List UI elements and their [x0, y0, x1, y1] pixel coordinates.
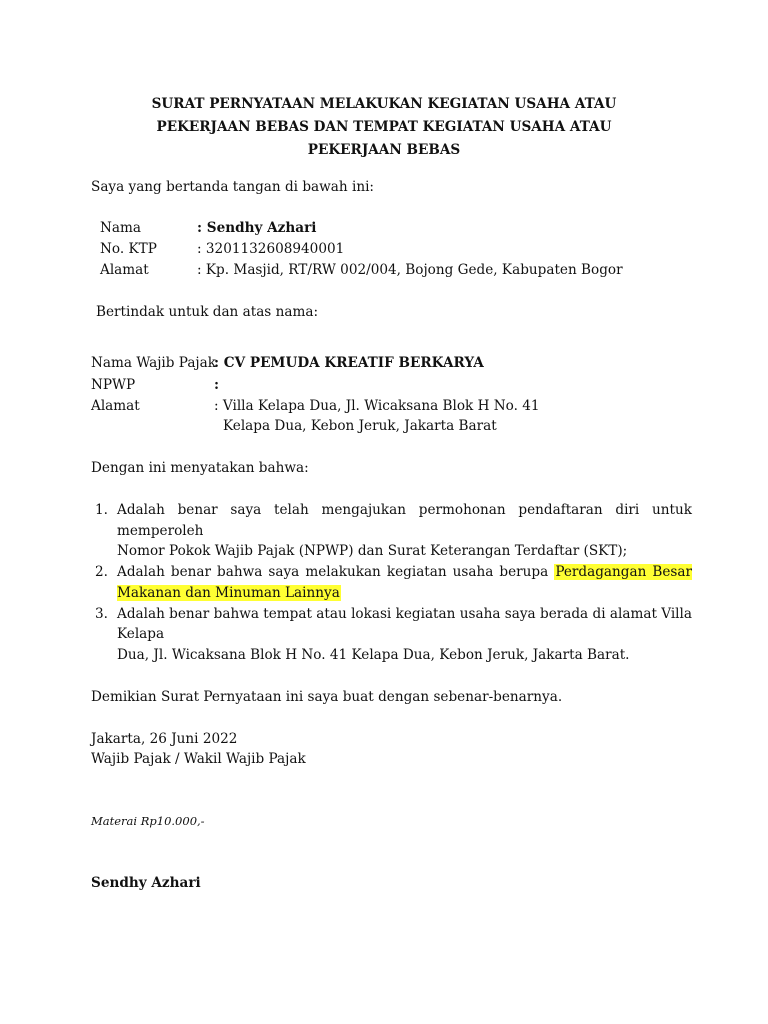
- taxpayer-address-line-2: Kelapa Dua, Kebon Jeruk, Jakarta Barat: [223, 418, 497, 434]
- name-value: : Sendhy Azhari: [197, 220, 317, 236]
- highlighted-business-type: Perdagangan Besar Makanan dan Minuman Lainnya: [117, 564, 692, 601]
- signer-role: Wajib Pajak / Wakil Wajib Pajak: [91, 751, 306, 767]
- place-date: Jakarta, 26 Juni 2022: [91, 731, 238, 747]
- taxpayer-address-line-1: : Villa Kelapa Dua, Jl. Wicaksana Blok H No. 41: [214, 398, 540, 414]
- stamp-duty-note: Materai Rp10.000,-: [91, 814, 205, 828]
- acting-text: Bertindak untuk dan atas nama:: [96, 304, 319, 320]
- title-line-2: PEKERJAAN BEBAS DAN TEMPAT KEGIATAN USAHA ATAU: [156, 119, 612, 135]
- taxpayer-name-label: Nama Wajib Pajak: [91, 355, 216, 371]
- statement-2-plain: Adalah benar bahwa saya melakukan kegiatan usaha berupa: [117, 564, 549, 580]
- statement-3-line-2: Dua, Jl. Wicaksana Blok H No. 41 Kelapa Dua, Kebon Jeruk, Jakarta Barat.: [117, 646, 630, 663]
- statement-1-line-2: Nomor Pokok Wajib Pajak (NPWP) dan Surat Keterangan Terdaftar (SKT);: [117, 543, 628, 559]
- name-label: Nama: [100, 220, 141, 236]
- statement-item-2: [91, 562, 692, 603]
- statement-number: 3.: [95, 605, 108, 622]
- closing-text: Demikian Surat Pernyataan ini saya buat dengan sebenar-benarnya.: [91, 689, 563, 705]
- address-value: : Kp. Masjid, RT/RW 002/004, Bojong Gede, Kabupaten Bogor: [197, 262, 623, 278]
- npwp-label: NPWP: [91, 377, 136, 393]
- statement-number: 2.: [95, 564, 108, 580]
- npwp-value: :: [214, 377, 220, 393]
- document-title: [0, 93, 768, 162]
- declare-text: Dengan ini menyatakan bahwa:: [91, 460, 309, 476]
- signer-name: Sendhy Azhari: [91, 875, 201, 891]
- intro-text: Saya yang bertanda tangan di bawah ini:: [91, 179, 375, 195]
- taxpayer-name-value: : CV PEMUDA KREATIF BERKARYA: [214, 355, 484, 371]
- statement-3-line-1: Adalah benar bahwa tempat atau lokasi kegiatan usaha saya berada di alamat Villa Kelapa: [117, 605, 692, 642]
- statement-2-text: [117, 562, 692, 603]
- statement-item-3: [91, 604, 692, 666]
- title-line-1: SURAT PERNYATAAN MELAKUKAN KEGIATAN USAHA ATAU: [151, 96, 617, 112]
- ktp-label: No. KTP: [100, 241, 157, 257]
- statement-list: [91, 500, 692, 666]
- taxpayer-address-label: Alamat: [91, 398, 140, 414]
- address-label: Alamat: [100, 262, 149, 278]
- title-line-3: PEKERJAAN BEBAS: [307, 142, 461, 158]
- statement-item-1: [91, 500, 692, 562]
- statement-number: 1.: [95, 502, 108, 518]
- ktp-value: : 3201132608940001: [197, 241, 345, 257]
- statement-1-line-1: Adalah benar saya telah mengajukan permohonan pendaftaran diri untuk memperoleh: [117, 502, 692, 539]
